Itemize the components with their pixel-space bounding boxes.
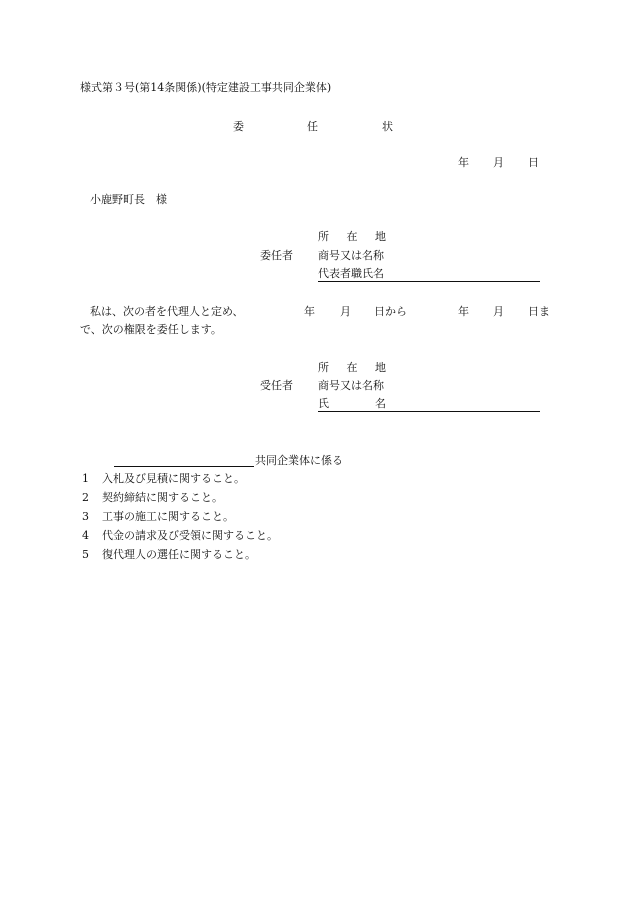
delegator-signature-line — [318, 281, 540, 282]
from-month: 月 — [340, 305, 351, 318]
to-month: 月 — [493, 305, 504, 318]
title-char-1: 委 — [233, 120, 244, 133]
delegator-address-char-2: 在 — [346, 230, 358, 243]
jv-name-blank-line — [114, 466, 254, 467]
delegate-name-label — [318, 397, 386, 411]
delegate-trade-name-label: 商号又は名称 — [318, 379, 384, 392]
list-item-text: 契約締結に関すること。 — [102, 491, 223, 504]
delegator-trade-name-label: 商号又は名称 — [318, 249, 384, 262]
list-item-number: 1 — [82, 472, 89, 485]
list-item-text: 復代理人の選任に関すること。 — [102, 548, 256, 561]
delegator-address-label — [318, 230, 386, 244]
list-item-number: 4 — [82, 529, 89, 542]
delegator-address-char-3: 地 — [375, 230, 386, 243]
from-day: 日から — [374, 305, 407, 318]
to-year: 年 — [458, 305, 469, 318]
delegate-role: 受任者 — [260, 379, 293, 392]
from-year: 年 — [304, 305, 315, 318]
title-char-3: 状 — [382, 120, 393, 133]
addressee: 小鹿野町長 様 — [90, 193, 167, 206]
delegator-rep-label: 代表者職氏名 — [318, 267, 384, 280]
list-item-number: 2 — [82, 491, 89, 504]
date-year: 年 — [458, 156, 469, 169]
delegate-signature-line — [318, 411, 540, 412]
delegate-name-char-2: 名 — [375, 397, 386, 410]
delegator-address-char-1: 所 — [318, 230, 329, 243]
title-char-2: 任 — [307, 120, 318, 133]
date-day: 日 — [528, 156, 539, 169]
list-item-number: 5 — [82, 548, 89, 561]
list-item-text: 工事の施工に関すること。 — [102, 510, 234, 523]
date-month: 月 — [493, 156, 504, 169]
form-number: 様式第３号(第14条関係)(特定建設工事共同企業体) — [80, 81, 332, 94]
delegate-address-char-2: 在 — [346, 361, 358, 374]
body-line2: で、次の権限を委任します。 — [80, 323, 222, 336]
delegate-address-char-1: 所 — [318, 361, 329, 374]
list-item-number: 3 — [82, 510, 89, 523]
list-item-text: 入札及び見積に関すること。 — [102, 472, 245, 485]
delegate-address-label — [318, 361, 386, 375]
jv-suffix: 共同企業体に係る — [255, 454, 343, 467]
list-item-text: 代金の請求及び受領に関すること。 — [102, 529, 278, 542]
to-day: 日ま — [528, 305, 550, 318]
delegate-name-char-1: 氏 — [318, 397, 329, 410]
delegate-address-char-3: 地 — [375, 361, 386, 374]
body-line1-prefix: 私は、次の者を代理人と定め、 — [90, 305, 244, 318]
delegator-role: 委任者 — [260, 249, 293, 262]
